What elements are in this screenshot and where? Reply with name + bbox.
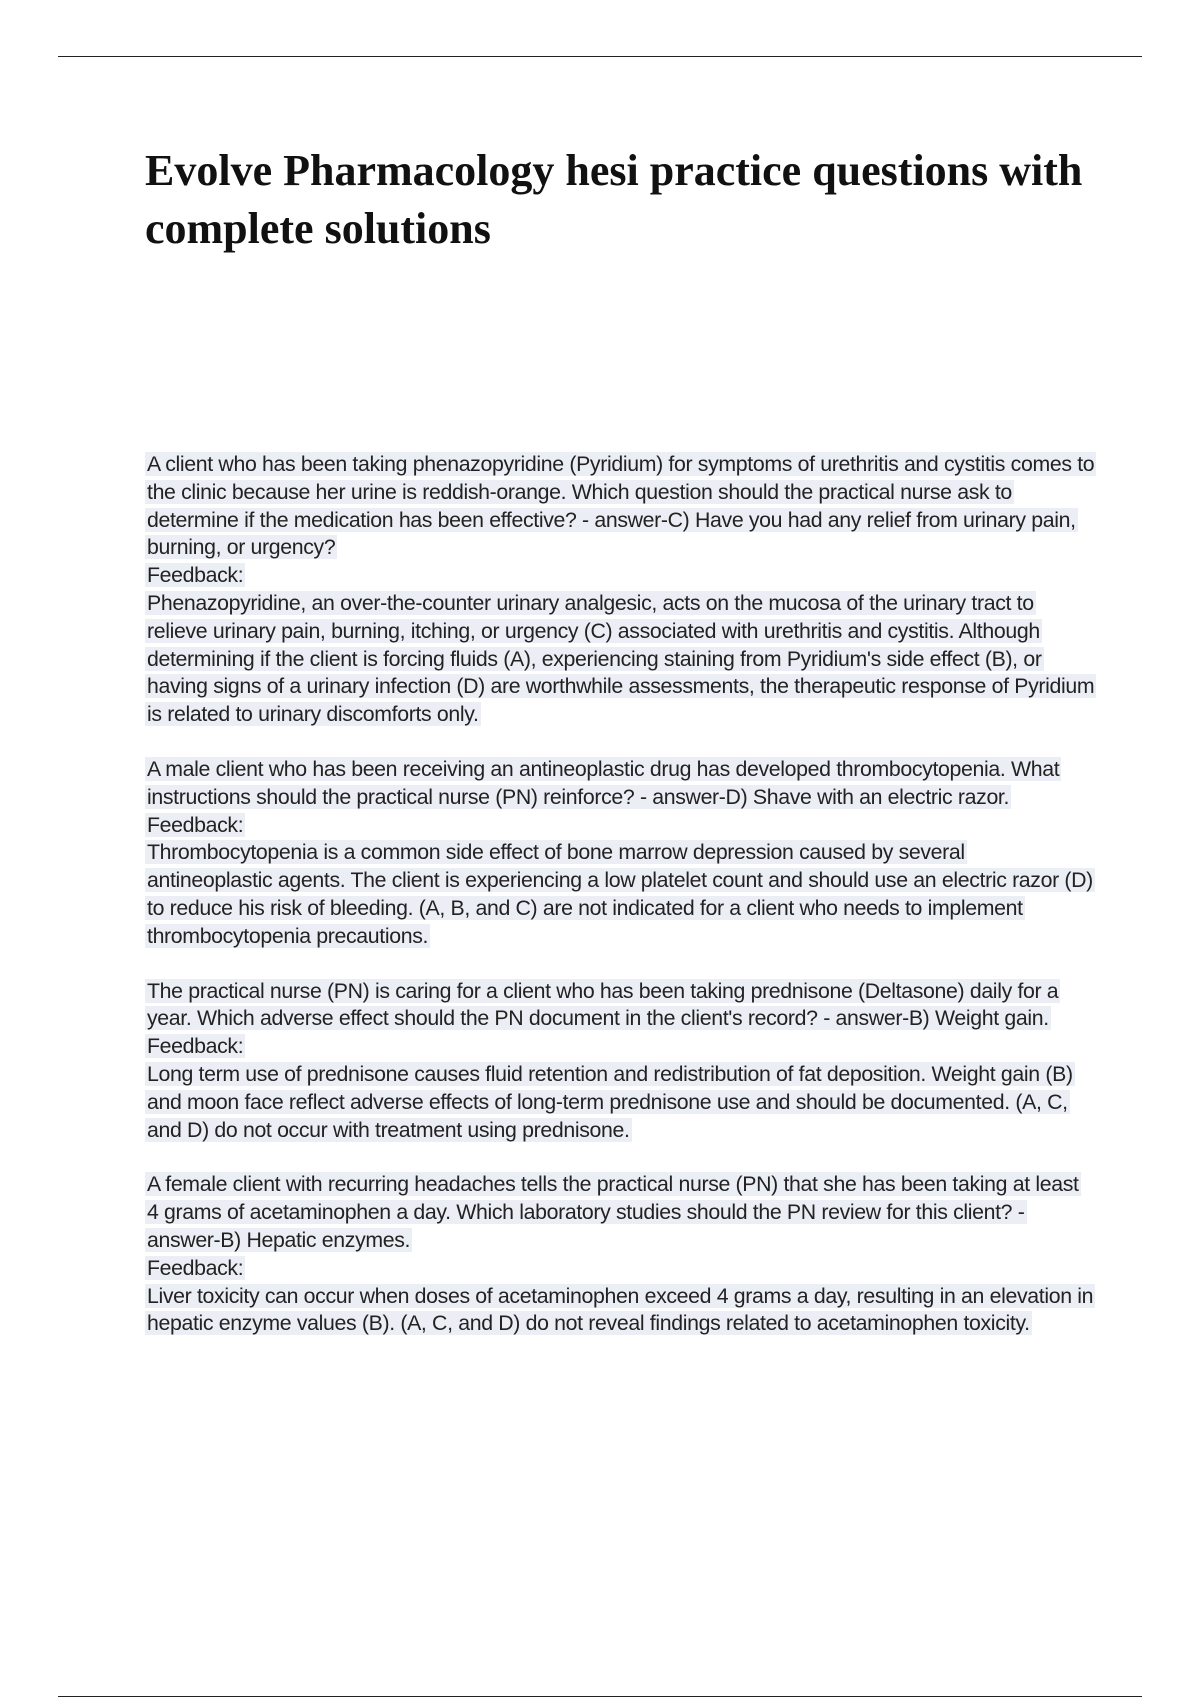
feedback-text: Long term use of prednisone causes fluid retention and redistribution of fat deposition. Weight gain (B) and moon face reflect adverse effects of long-term prednisone use and should be documented. (A, C, and D) do not occur with treatment using prednisone.	[147, 1061, 1073, 1142]
feedback-text: Liver toxicity can occur when doses of acetaminophen exceed 4 grams a day, resulting in an elevation in hepatic enzyme values (B). (A, C, and D) do not reveal findings related to acetaminophen toxicity.	[147, 1283, 1094, 1336]
feedback-label: Feedback:	[147, 1034, 244, 1059]
question-block-2	[145, 756, 1095, 951]
feedback-label: Feedback:	[147, 1255, 244, 1280]
question-text: A male client who has been receiving an antineoplastic drug has developed thrombocytopenia. What instructions should the practical nurse (PN) reinforce? - answer-D) Shave with an electric razor.	[147, 756, 1060, 809]
question-text: A client who has been taking phenazopyridine (Pyridium) for symptoms of urethritis and cystitis comes to the clinic because her urine is reddish-orange. Which question should the practical nurse ask to determine if the medication has been effective? - answer-C) Have you had any relief from urinary pain, burning, or urgency?	[147, 452, 1095, 560]
question-text: The practical nurse (PN) is caring for a client who has been taking prednisone (Deltasone) daily for a year. Which adverse effect should the PN document in the client's record? - answer-B) Weight gain.	[147, 978, 1059, 1031]
question-block-4	[145, 1171, 1095, 1338]
feedback-label: Feedback:	[147, 563, 244, 588]
feedback-text: Phenazopyridine, an over-the-counter urinary analgesic, acts on the mucosa of the urinary tract to relieve urinary pain, burning, itching, or urgency (C) associated with urethritis and cystitis. Although determining if the client is forcing fluids (A), experiencing staining from Pyridium's side effect (B), or having signs of a urinary infection (D) are worthwhile assessments, the therapeutic response of Pyridium is related to urinary discomforts only.	[147, 590, 1095, 727]
question-block-3	[145, 978, 1095, 1145]
document-title: Evolve Pharmacology hesi practice questions with complete solutions	[145, 146, 1083, 253]
question-text: A female client with recurring headaches tells the practical nurse (PN) that she has been taking at least 4 grams of acetaminophen a day. Which laboratory studies should the PN review for this client? - answer-B) Hepatic enzymes.	[147, 1172, 1079, 1252]
footer-rule	[58, 1696, 1142, 1697]
header-rule	[58, 56, 1142, 57]
question-list	[145, 451, 1095, 1365]
feedback-text: Thrombocytopenia is a common side effect of bone marrow depression caused by several antineoplastic agents. The client is experiencing a low platelet count and should use an electric razor (D) to reduce his risk of bleeding. (A, B, and C) are not indicated for a client who needs to implement thrombocytopenia precautions.	[147, 840, 1093, 948]
feedback-label: Feedback:	[147, 812, 244, 837]
question-block-1	[145, 451, 1095, 729]
